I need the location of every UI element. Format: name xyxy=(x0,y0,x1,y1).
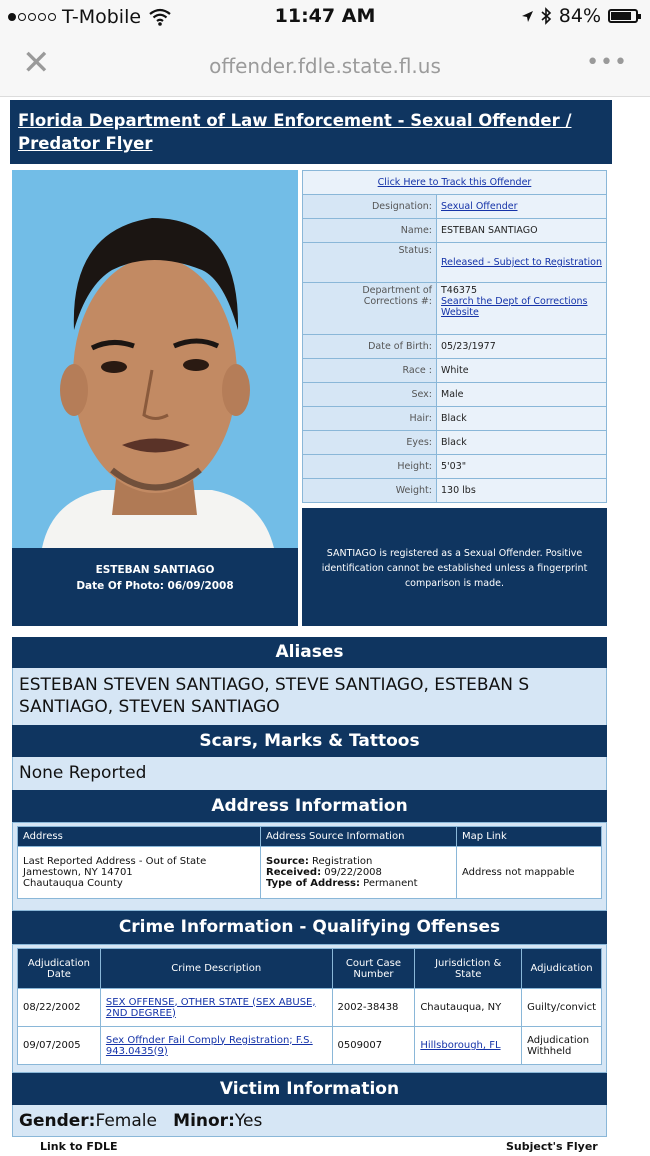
crime-case: 2002-38438 xyxy=(332,989,415,1027)
eyes-label: Eyes: xyxy=(303,431,437,455)
sex-value: Male xyxy=(437,383,607,407)
eyes-value: Black xyxy=(437,431,607,455)
weight-label: Weight: xyxy=(303,479,437,503)
victim-minor: Yes xyxy=(234,1111,263,1131)
crime-date: 09/07/2005 xyxy=(18,1027,101,1065)
scars-header: Scars, Marks & Tattoos xyxy=(12,725,607,757)
offender-photo xyxy=(12,170,298,548)
crime-col-adj: Adjudication xyxy=(522,949,602,989)
clock: 11:47 AM xyxy=(274,5,376,27)
carrier-name: T-Mobile xyxy=(62,6,142,28)
page-title[interactable]: Florida Department of Law Enforcement - Sexual Offender / Predator Flyer xyxy=(18,111,572,153)
url-display[interactable]: offender.fdle.state.fl.us xyxy=(209,54,441,78)
photo-caption-name: ESTEBAN SANTIAGO xyxy=(95,564,215,576)
race-value: White xyxy=(437,359,607,383)
crime-table xyxy=(17,948,602,1065)
doc-number: T46375 xyxy=(441,285,478,296)
weight-value: 130 lbs xyxy=(437,479,607,503)
crime-table-wrap xyxy=(12,944,607,1073)
name-value: ESTEBAN SANTIAGO xyxy=(437,219,607,243)
photo-caption-date: Date Of Photo: 06/09/2008 xyxy=(76,580,234,592)
dob-label: Date of Birth: xyxy=(303,335,437,359)
crime-adj: Guilty/convict xyxy=(522,989,602,1027)
victim-gender: Female xyxy=(95,1111,157,1131)
crime-header: Crime Information - Qualifying Offenses xyxy=(12,911,607,944)
hair-label: Hair: xyxy=(303,407,437,431)
map-cell: Address not mappable xyxy=(457,847,602,899)
victim-header: Victim Information xyxy=(12,1073,607,1105)
table-row xyxy=(18,1027,602,1065)
sex-label: Sex: xyxy=(303,383,437,407)
source-cell: Source: Registration Received: 09/22/2008 Type of Address: Permanent xyxy=(261,847,457,899)
address-table xyxy=(17,826,602,899)
aliases-header: Aliases xyxy=(12,637,607,668)
crime-juris: Chautauqua, NY xyxy=(415,989,522,1027)
location-arrow-icon xyxy=(521,10,534,23)
identification-notice: SANTIAGO is registered as a Sexual Offender. Positive identification cannot be established unless a fingerprint comparison is made. xyxy=(302,508,607,626)
close-icon[interactable]: ✕ xyxy=(22,43,51,83)
designation-link[interactable]: Sexual Offender xyxy=(441,201,518,212)
crime-adj: Adjudication Withheld xyxy=(522,1027,602,1065)
crime-date: 08/22/2002 xyxy=(18,989,101,1027)
address-col-header: Address xyxy=(18,827,261,847)
signal-strength-icon xyxy=(8,13,56,21)
status-label: Status: xyxy=(303,243,437,283)
battery-icon xyxy=(608,9,638,23)
address-cell: Last Reported Address - Out of State Jamestown, NY 14701 Chautauqua County xyxy=(18,847,261,899)
offender-details-table xyxy=(302,170,607,503)
address-table-wrap xyxy=(12,822,607,911)
scars-text: None Reported xyxy=(12,757,607,790)
table-row xyxy=(18,989,602,1027)
crime-case: 0509007 xyxy=(332,1027,415,1065)
crime-col-case: Court Case Number xyxy=(332,949,415,989)
subject-flyer-link[interactable]: Subject's Flyer xyxy=(506,1140,598,1153)
crime-col-date: Adjudication Date xyxy=(18,949,101,989)
status-link[interactable]: Released - Subject to Registration xyxy=(441,257,602,268)
battery-percent: 84% xyxy=(558,5,601,27)
track-offender-link[interactable]: Click Here to Track this Offender xyxy=(377,177,532,188)
address-header: Address Information xyxy=(12,790,607,822)
victim-info xyxy=(12,1105,607,1137)
height-value: 5'03" xyxy=(437,455,607,479)
dob-value: 05/23/1977 xyxy=(437,335,607,359)
hair-value: Black xyxy=(437,407,607,431)
browser-bar xyxy=(0,34,650,97)
crime-desc-link[interactable]: Sex Offnder Fail Comply Registration; F.S. 943.0435(9) xyxy=(105,1034,313,1057)
crime-col-desc: Crime Description xyxy=(100,949,332,989)
crime-desc-link[interactable]: SEX OFFENSE, OTHER STATE (SEX ABUSE, 2ND DEGREE) xyxy=(105,996,316,1019)
fdle-link[interactable]: Link to FDLE xyxy=(40,1140,118,1153)
doc-search-link[interactable]: Search the Dept of Corrections Website xyxy=(441,296,588,318)
doc-label: Department of Corrections #: xyxy=(303,283,437,335)
name-label: Name: xyxy=(303,219,437,243)
crime-col-juris: Jurisdiction & State xyxy=(415,949,522,989)
wifi-icon xyxy=(149,8,171,26)
bluetooth-icon xyxy=(541,7,552,25)
height-label: Height: xyxy=(303,455,437,479)
source-col-header: Address Source Information xyxy=(261,827,457,847)
more-icon[interactable]: ••• xyxy=(586,50,628,75)
crime-juris-link[interactable]: Hillsborough, FL xyxy=(420,1040,501,1051)
aliases-text: ESTEBAN STEVEN SANTIAGO, STEVE SANTIAGO, ESTEBAN S SANTIAGO, STEVEN SANTIAGO xyxy=(12,668,607,725)
status-bar xyxy=(0,0,650,34)
designation-label: Designation: xyxy=(303,195,437,219)
map-col-header: Map Link xyxy=(457,827,602,847)
page-title-bar xyxy=(10,100,612,164)
race-label: Race : xyxy=(303,359,437,383)
photo-caption xyxy=(12,548,298,626)
portrait-illustration xyxy=(12,170,298,548)
carrier xyxy=(8,6,171,28)
victim-gender-label: Gender: xyxy=(19,1111,96,1131)
victim-minor-label: Minor: xyxy=(173,1111,235,1131)
